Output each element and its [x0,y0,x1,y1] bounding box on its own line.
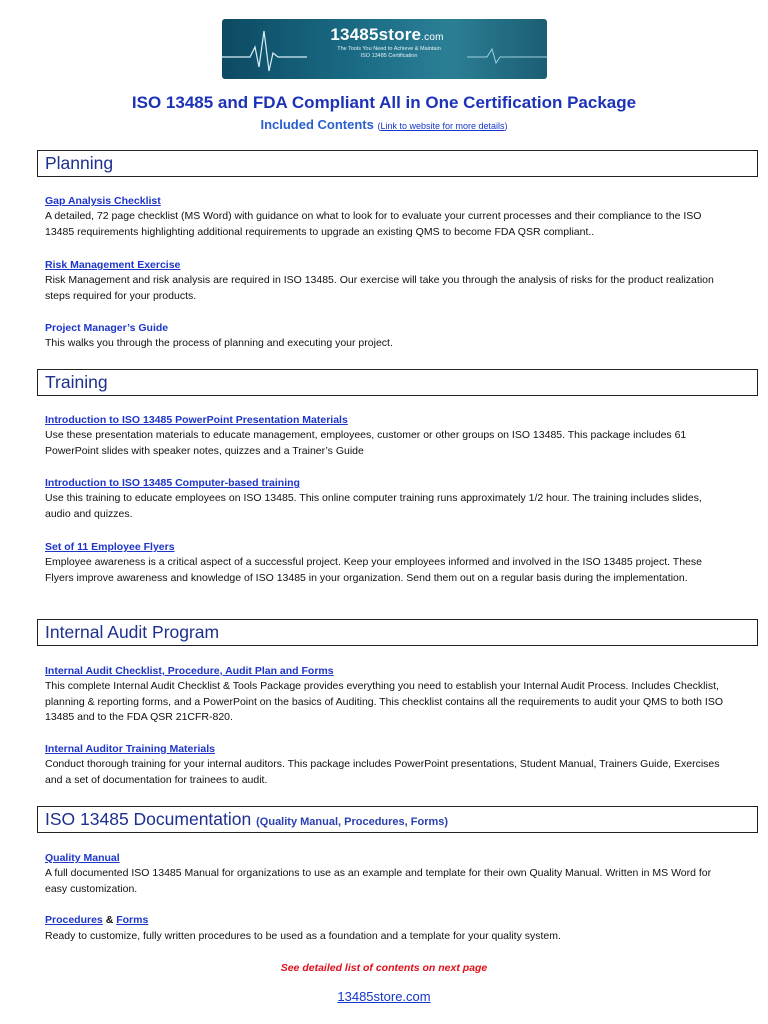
powerpoint-materials-desc: Use these presentation materials to educate management, employees, customer or other groups on ISO 13485. This package includes 61 PowerPoint slides with speaker notes, quizzes and a Trainer’s Guide [45,429,687,457]
banner-tagline: The Tools You Need to Achieve & Maintain ISO 13485 Certification [337,46,441,59]
project-manager-guide-desc: This walks you through the process of planning and executing your project. [45,337,393,349]
page-subtitle: Included Contents (Link to website for more details) [260,117,508,132]
forms-link[interactable]: Forms [116,914,149,926]
procedures-link[interactable]: Procedures [45,914,103,926]
section-heading-documentation: ISO 13485 Documentation (Quality Manual, Procedures, Forms) [37,806,758,833]
risk-management-link[interactable]: Risk Management Exercise [45,259,181,271]
page-title: ISO 13485 and FDA Compliant All in One Certification Package [131,93,637,112]
computer-training-desc: Use this training to educate employees on ISO 13485. This online computer training runs approximately 1/2 hour. The training includes slides, audio and quizzes. [45,492,702,520]
audit-checklist-link[interactable]: Internal Audit Checklist, Procedure, Audit Plan and Forms [45,665,334,677]
audit-checklist-desc: This complete Internal Audit Checklist & Tools Package provides everything you need to establish your Internal Audit Process. Includes Checklist, planning & reporting forms, and a PowerPoint on the basics of Auditing. This checklist contains all the requirements to audit your QMS to both ISO 13485 and to the FDA QSR 21CFR-820. [45,680,724,724]
next-page-note: See detailed list of contents on next page [280,962,488,974]
risk-management-desc: Risk Management and risk analysis are required in ISO 13485. Our exercise will take you through the analysis of risks for the product realization steps required for your products. [45,274,714,302]
procedures-forms-desc: Ready to customize, fully written procedures to be used as a foundation and a template for your quality system. [45,930,561,942]
employee-flyers-link[interactable]: Set of 11 Employee Flyers [45,541,175,553]
employee-flyers-desc: Employee awareness is a critical aspect of a successful project. Keep your employees informed and involved in the ISO 13485 project. These Flyers improve awareness and knowledge of ISO 13485 in your organization. Send them out on a regular basis during the implementation. [45,556,702,584]
quality-manual-link[interactable]: Quality Manual [45,852,120,864]
computer-training-link[interactable]: Introduction to ISO 13485 Computer-based training [45,477,300,489]
gap-analysis-desc: A detailed, 72 page checklist (MS Word) with guidance on what to look for to evaluate your current processes and their compliance to the ISO 13485 requirements highlighting additional requirements to upgrade an existing QMS to become FDA QSR compliant.. [45,210,702,238]
section-heading-internal-audit: Internal Audit Program [37,619,758,646]
section-heading-training: Training [37,369,758,396]
banner-brand: 13485store.com [330,25,444,44]
powerpoint-materials-link[interactable]: Introduction to ISO 13485 PowerPoint Presentation Materials [45,414,348,426]
section-heading-planning: Planning [37,150,758,177]
auditor-training-link[interactable]: Internal Auditor Training Materials [45,743,215,755]
procedures-forms-title: Procedures & Forms [45,914,149,926]
quality-manual-desc: A full documented ISO 13485 Manual for organizations to use as an example and template for their own Quality Manual. Written in MS Word for easy customization. [45,867,712,895]
project-manager-guide-title: Project Manager’s Guide [45,322,169,334]
gap-analysis-link[interactable]: Gap Analysis Checklist [45,195,161,207]
documentation-note: (Quality Manual, Procedures, Forms) [256,816,449,828]
store-website-link[interactable]: 13485store.com [337,989,431,1004]
website-details-link[interactable]: Link to website for more details [380,121,505,131]
auditor-training-desc: Conduct thorough training for your internal auditors. This package includes PowerPoint presentations, Student Manual, Trainers Guide, Exercises and a set of documentation for trainees to audit. [45,758,720,786]
store-banner[interactable] [222,19,547,79]
